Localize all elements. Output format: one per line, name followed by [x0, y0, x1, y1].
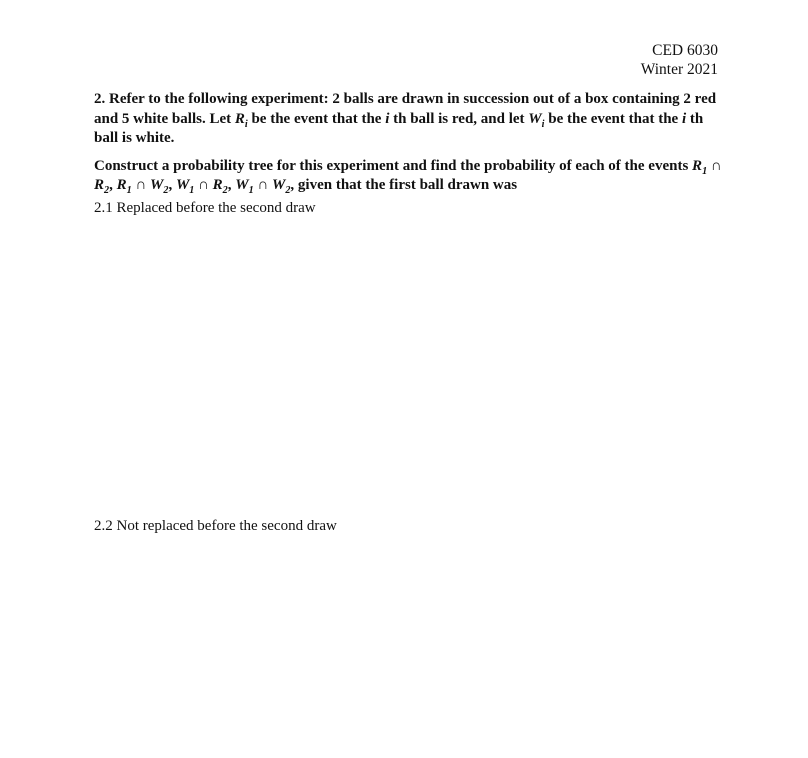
event-var: W — [150, 177, 164, 193]
event-var: W — [235, 177, 249, 193]
event-sub: 2 — [285, 185, 291, 196]
problem-statement — [94, 90, 724, 196]
part-2-1-heading: 2.1 Replaced before the second draw — [94, 200, 316, 216]
intro-text: be the event that the — [544, 110, 682, 127]
event-sub: 1 — [248, 185, 254, 196]
event-sub: 1 — [702, 165, 708, 177]
intersection-symbol: ∩ — [131, 177, 150, 193]
problem-intro — [94, 90, 724, 149]
event-sub: 1 — [189, 185, 195, 196]
intersection-symbol: ∩ — [707, 157, 722, 174]
separator: , — [227, 177, 236, 193]
problem-construct — [94, 157, 724, 196]
var-i: i — [681, 110, 687, 127]
var-r: R — [234, 110, 245, 127]
separator: , — [109, 177, 117, 193]
event-sub: 2 — [222, 185, 228, 196]
event-var: W — [175, 177, 190, 193]
event-var: R — [692, 157, 703, 174]
event-var: R — [212, 177, 223, 193]
intersection-symbol: ∩ — [253, 177, 272, 193]
var-w: W — [528, 110, 542, 127]
course-code: CED 6030 — [652, 42, 718, 59]
course-header — [641, 41, 718, 79]
event-var: R — [116, 177, 127, 193]
construct-text: , given that the first ball drawn was — [290, 177, 518, 193]
intro-text: be the event that the — [247, 110, 386, 127]
event-sub: 2 — [104, 185, 110, 196]
event-sub: 1 — [126, 185, 132, 196]
var-w-sub: i — [541, 118, 545, 130]
event-var: W — [271, 177, 286, 193]
var-i: i — [385, 110, 390, 127]
event-sub: 2 — [163, 185, 169, 196]
part-2-2-heading: 2.2 Not replaced before the second draw — [94, 518, 337, 534]
construct-text: Construct a probability tree for this experiment and find the probability of each of the events — [94, 157, 693, 174]
event-var: R — [94, 177, 105, 193]
intro-text: 2. Refer to the following experiment: 2 balls are drawn in succession out of a box containing 2 red and 5 white balls. Let — [94, 91, 717, 127]
separator: , — [168, 177, 176, 193]
var-r-sub: i — [244, 118, 248, 130]
intro-text: th ball is white. — [94, 110, 704, 146]
course-term: Winter 2021 — [640, 61, 718, 78]
intersection-symbol: ∩ — [194, 177, 213, 193]
intro-text: th ball is red, and let — [389, 110, 529, 127]
